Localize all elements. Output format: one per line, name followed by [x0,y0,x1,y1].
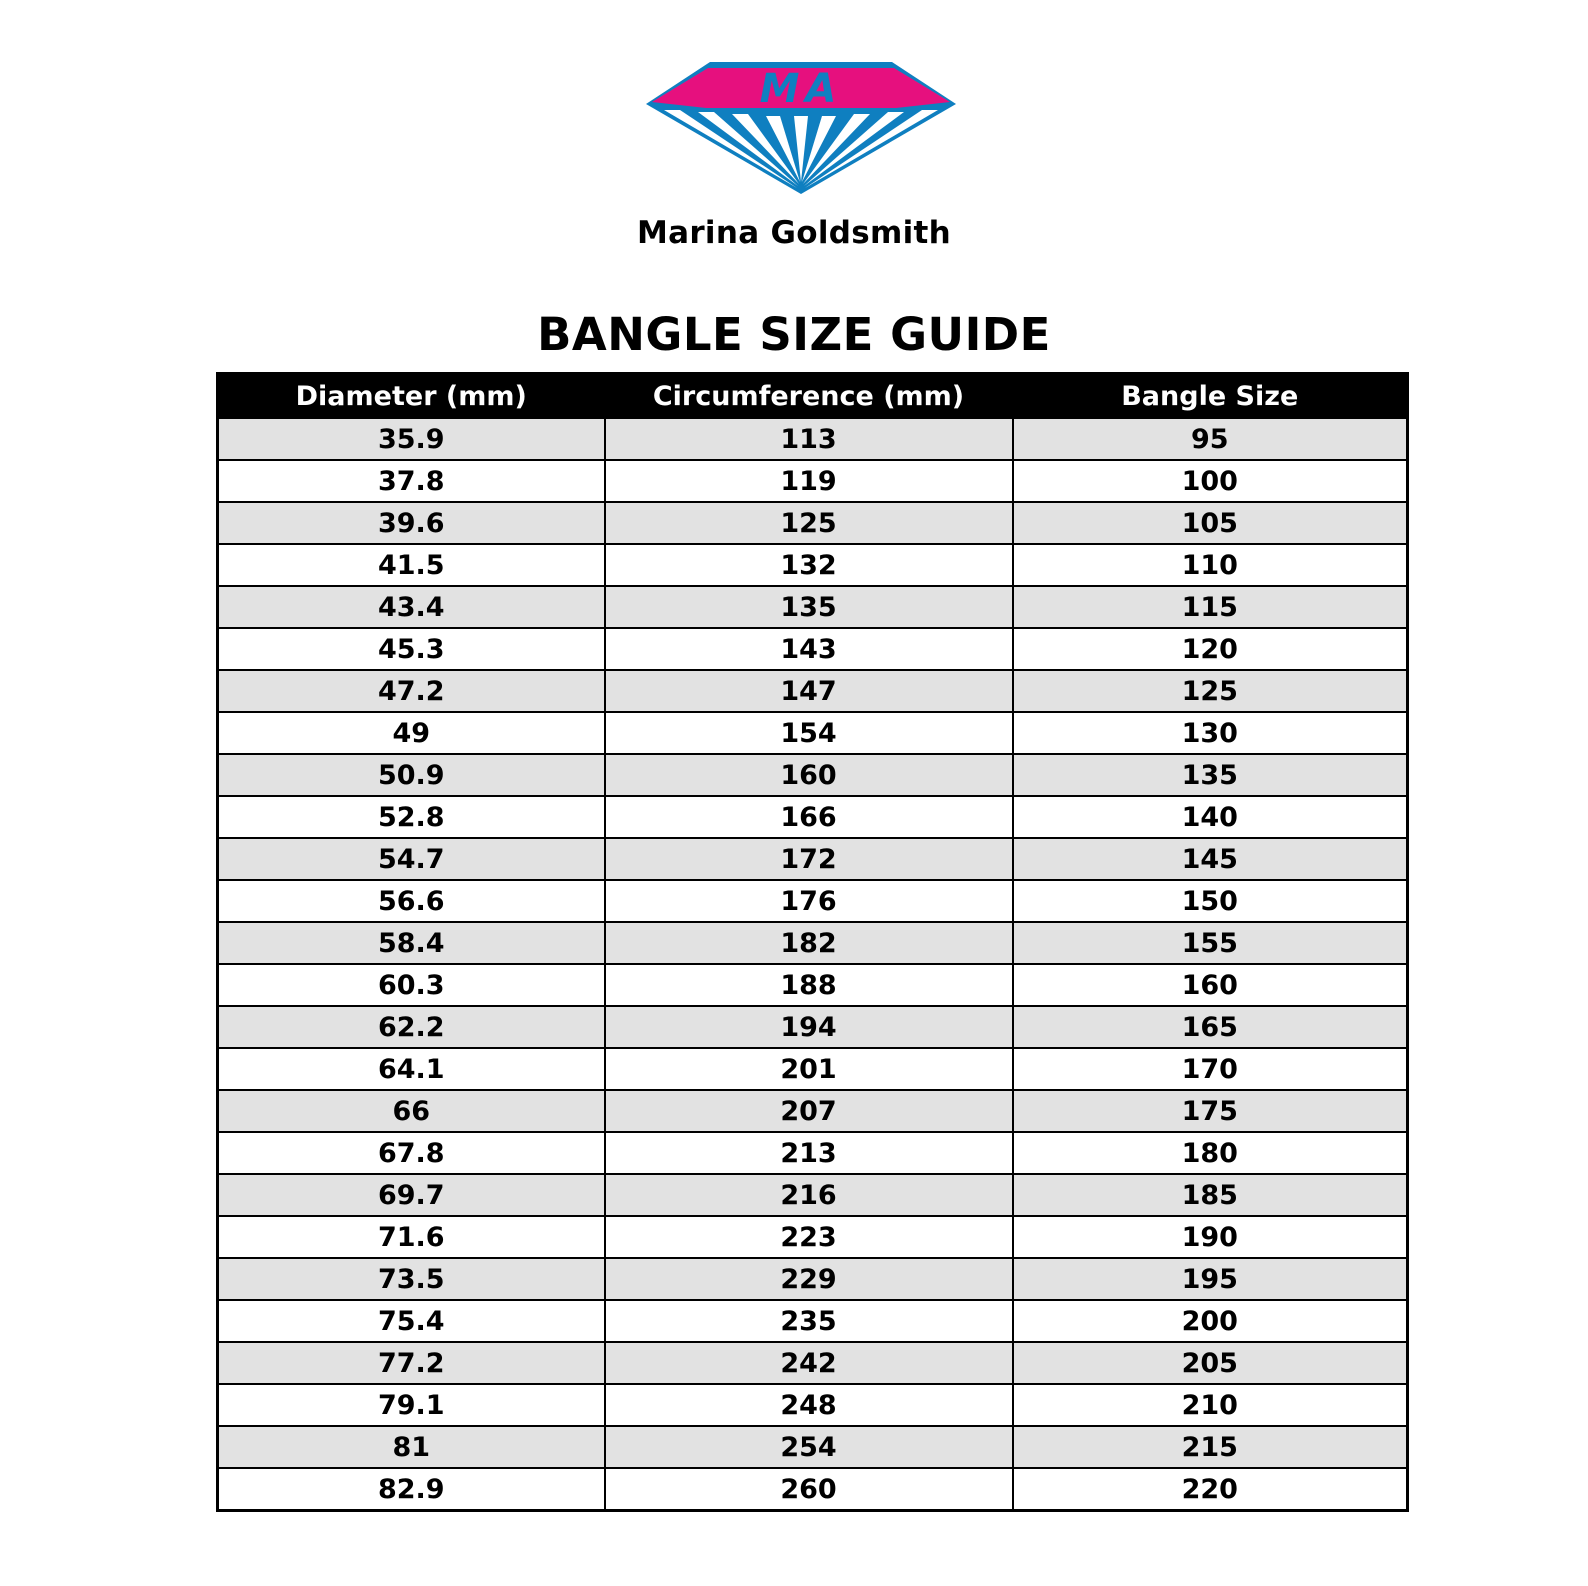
cell-bangle-size: 120 [1013,628,1408,670]
table-row [218,1090,1408,1132]
table-row [218,922,1408,964]
cell-circumference: 188 [605,964,1013,1006]
cell-diameter: 52.8 [218,796,605,838]
cell-circumference: 125 [605,502,1013,544]
cell-bangle-size: 175 [1013,1090,1408,1132]
cell-circumference: 135 [605,586,1013,628]
cell-circumference: 254 [605,1426,1013,1468]
cell-bangle-size: 170 [1013,1048,1408,1090]
table-row [218,1384,1408,1426]
cell-bangle-size: 105 [1013,502,1408,544]
cell-diameter: 56.6 [218,880,605,922]
cell-diameter: 71.6 [218,1216,605,1258]
cell-diameter: 39.6 [218,502,605,544]
cell-bangle-size: 125 [1013,670,1408,712]
cell-bangle-size: 110 [1013,544,1408,586]
cell-circumference: 207 [605,1090,1013,1132]
cell-circumference: 132 [605,544,1013,586]
cell-diameter: 60.3 [218,964,605,1006]
table-row [218,964,1408,1006]
cell-diameter: 69.7 [218,1174,605,1216]
cell-bangle-size: 130 [1013,712,1408,754]
cell-circumference: 147 [605,670,1013,712]
table-row [218,1426,1408,1468]
cell-circumference: 229 [605,1258,1013,1300]
cell-circumference: 176 [605,880,1013,922]
cell-diameter: 82.9 [218,1468,605,1511]
table-row [218,460,1408,502]
cell-diameter: 66 [218,1090,605,1132]
table-row [218,418,1408,460]
cell-diameter: 47.2 [218,670,605,712]
cell-diameter: 58.4 [218,922,605,964]
table-row [218,796,1408,838]
bangle-size-table [216,372,1409,1512]
table-row [218,1174,1408,1216]
header-diameter: Diameter (mm) [218,374,605,419]
table-row [218,1132,1408,1174]
cell-circumference: 235 [605,1300,1013,1342]
page-title: BANGLE SIZE GUIDE [537,308,1051,361]
cell-bangle-size: 215 [1013,1426,1408,1468]
table-row [218,628,1408,670]
cell-bangle-size: 140 [1013,796,1408,838]
cell-diameter: 62.2 [218,1006,605,1048]
cell-diameter: 50.9 [218,754,605,796]
cell-diameter: 35.9 [218,418,605,460]
table-row [218,754,1408,796]
header-bangle-size: Bangle Size [1013,374,1408,419]
cell-diameter: 79.1 [218,1384,605,1426]
table-row [218,586,1408,628]
table-row [218,1258,1408,1300]
cell-bangle-size: 95 [1013,418,1408,460]
brand-name: Marina Goldsmith [636,215,952,251]
cell-circumference: 119 [605,460,1013,502]
cell-diameter: 43.4 [218,586,605,628]
cell-circumference: 143 [605,628,1013,670]
cell-bangle-size: 165 [1013,1006,1408,1048]
cell-diameter: 37.8 [218,460,605,502]
cell-circumference: 172 [605,838,1013,880]
cell-diameter: 54.7 [218,838,605,880]
cell-bangle-size: 200 [1013,1300,1408,1342]
cell-bangle-size: 205 [1013,1342,1408,1384]
cell-diameter: 67.8 [218,1132,605,1174]
cell-diameter: 81 [218,1426,605,1468]
cell-circumference: 182 [605,922,1013,964]
cell-bangle-size: 160 [1013,964,1408,1006]
table-row [218,1300,1408,1342]
cell-circumference: 154 [605,712,1013,754]
cell-circumference: 113 [605,418,1013,460]
table-row [218,1048,1408,1090]
table-row [218,1468,1408,1511]
header-circumference: Circumference (mm) [605,374,1013,419]
table-row [218,1342,1408,1384]
cell-diameter: 75.4 [218,1300,605,1342]
table-row [218,502,1408,544]
logo-monogram: MA [759,66,843,112]
table-row [218,1006,1408,1048]
cell-bangle-size: 190 [1013,1216,1408,1258]
cell-circumference: 242 [605,1342,1013,1384]
table-row [218,1216,1408,1258]
cell-bangle-size: 220 [1013,1468,1408,1511]
cell-bangle-size: 135 [1013,754,1408,796]
cell-bangle-size: 185 [1013,1174,1408,1216]
cell-circumference: 213 [605,1132,1013,1174]
cell-diameter: 77.2 [218,1342,605,1384]
table-row [218,880,1408,922]
cell-circumference: 166 [605,796,1013,838]
table-row [218,670,1408,712]
cell-diameter: 64.1 [218,1048,605,1090]
cell-circumference: 194 [605,1006,1013,1048]
cell-diameter: 49 [218,712,605,754]
cell-bangle-size: 100 [1013,460,1408,502]
table-row [218,544,1408,586]
cell-bangle-size: 195 [1013,1258,1408,1300]
cell-circumference: 260 [605,1468,1013,1511]
cell-circumference: 248 [605,1384,1013,1426]
cell-bangle-size: 210 [1013,1384,1408,1426]
table-row [218,712,1408,754]
cell-bangle-size: 115 [1013,586,1408,628]
cell-bangle-size: 180 [1013,1132,1408,1174]
cell-circumference: 216 [605,1174,1013,1216]
cell-circumference: 223 [605,1216,1013,1258]
cell-bangle-size: 145 [1013,838,1408,880]
table-body [218,418,1408,1511]
cell-diameter: 41.5 [218,544,605,586]
cell-circumference: 160 [605,754,1013,796]
cell-bangle-size: 155 [1013,922,1408,964]
table-row [218,838,1408,880]
cell-circumference: 201 [605,1048,1013,1090]
marina-goldsmith-logo [646,58,956,194]
cell-diameter: 73.5 [218,1258,605,1300]
table-header-row [218,374,1408,419]
cell-bangle-size: 150 [1013,880,1408,922]
cell-diameter: 45.3 [218,628,605,670]
